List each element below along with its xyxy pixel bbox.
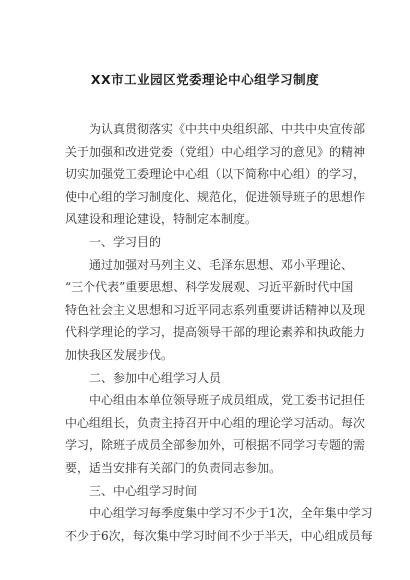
body-line: 三、中心组学习时间 — [89, 483, 198, 498]
body-line: 特色社会主义思想和习近平同志系列重要讲话精神以及现 — [65, 302, 366, 317]
body-line: “三个代表”重要思想、科学发展观、习近平新时代中国 — [65, 280, 354, 295]
body-line: 使中心组的学习制度化、规范化，促进领导班子的思想作 — [65, 189, 366, 204]
body-line: 代科学理论的学习，提高领导干部的理论素养和执政能力 — [65, 325, 366, 340]
body-line: 中心组由本单位领导班子成员组成，党工委书记担任 — [89, 393, 366, 408]
body-line: 风建设和理论建设，特制定本制度。 — [65, 212, 258, 227]
body-line: 学习，除班子成员全部参加外，可根据不同学习专题的需 — [65, 438, 366, 453]
body-line: 中心组组长，负责主持召开中心组的理论学习活动。每次 — [65, 415, 366, 430]
document-body — [65, 118, 373, 547]
body-line: 要，适当安排有关部门的负责同志参加。 — [65, 460, 282, 475]
document-title: XX市工业园区党委理论中心组学习制度 — [90, 72, 320, 87]
body-line: 二、参加中心组学习人员 — [89, 370, 222, 385]
body-line: 中心组学习每季度集中学习不少于1次，全年集中学习 — [89, 506, 373, 521]
body-line: 不少于6次，每次集中学习时间不少于半天，中心组成员每 — [65, 528, 373, 543]
body-line: 一、学习目的 — [89, 234, 162, 249]
body-line: 切实加强党工委理论中心组（以下简称中心组）的学习， — [65, 167, 366, 182]
body-line: 关于加强和改进党委（党组）中心组学习的意见》的精神 — [65, 144, 366, 159]
body-line: 加快我区发展步伐。 — [65, 347, 174, 362]
body-line: 为认真贯彻落实《中共中央组织部、中共中央宣传部 — [89, 122, 366, 136]
body-line: 通过加强对马列主义、毛泽东思想、邓小平理论、 — [89, 257, 354, 272]
